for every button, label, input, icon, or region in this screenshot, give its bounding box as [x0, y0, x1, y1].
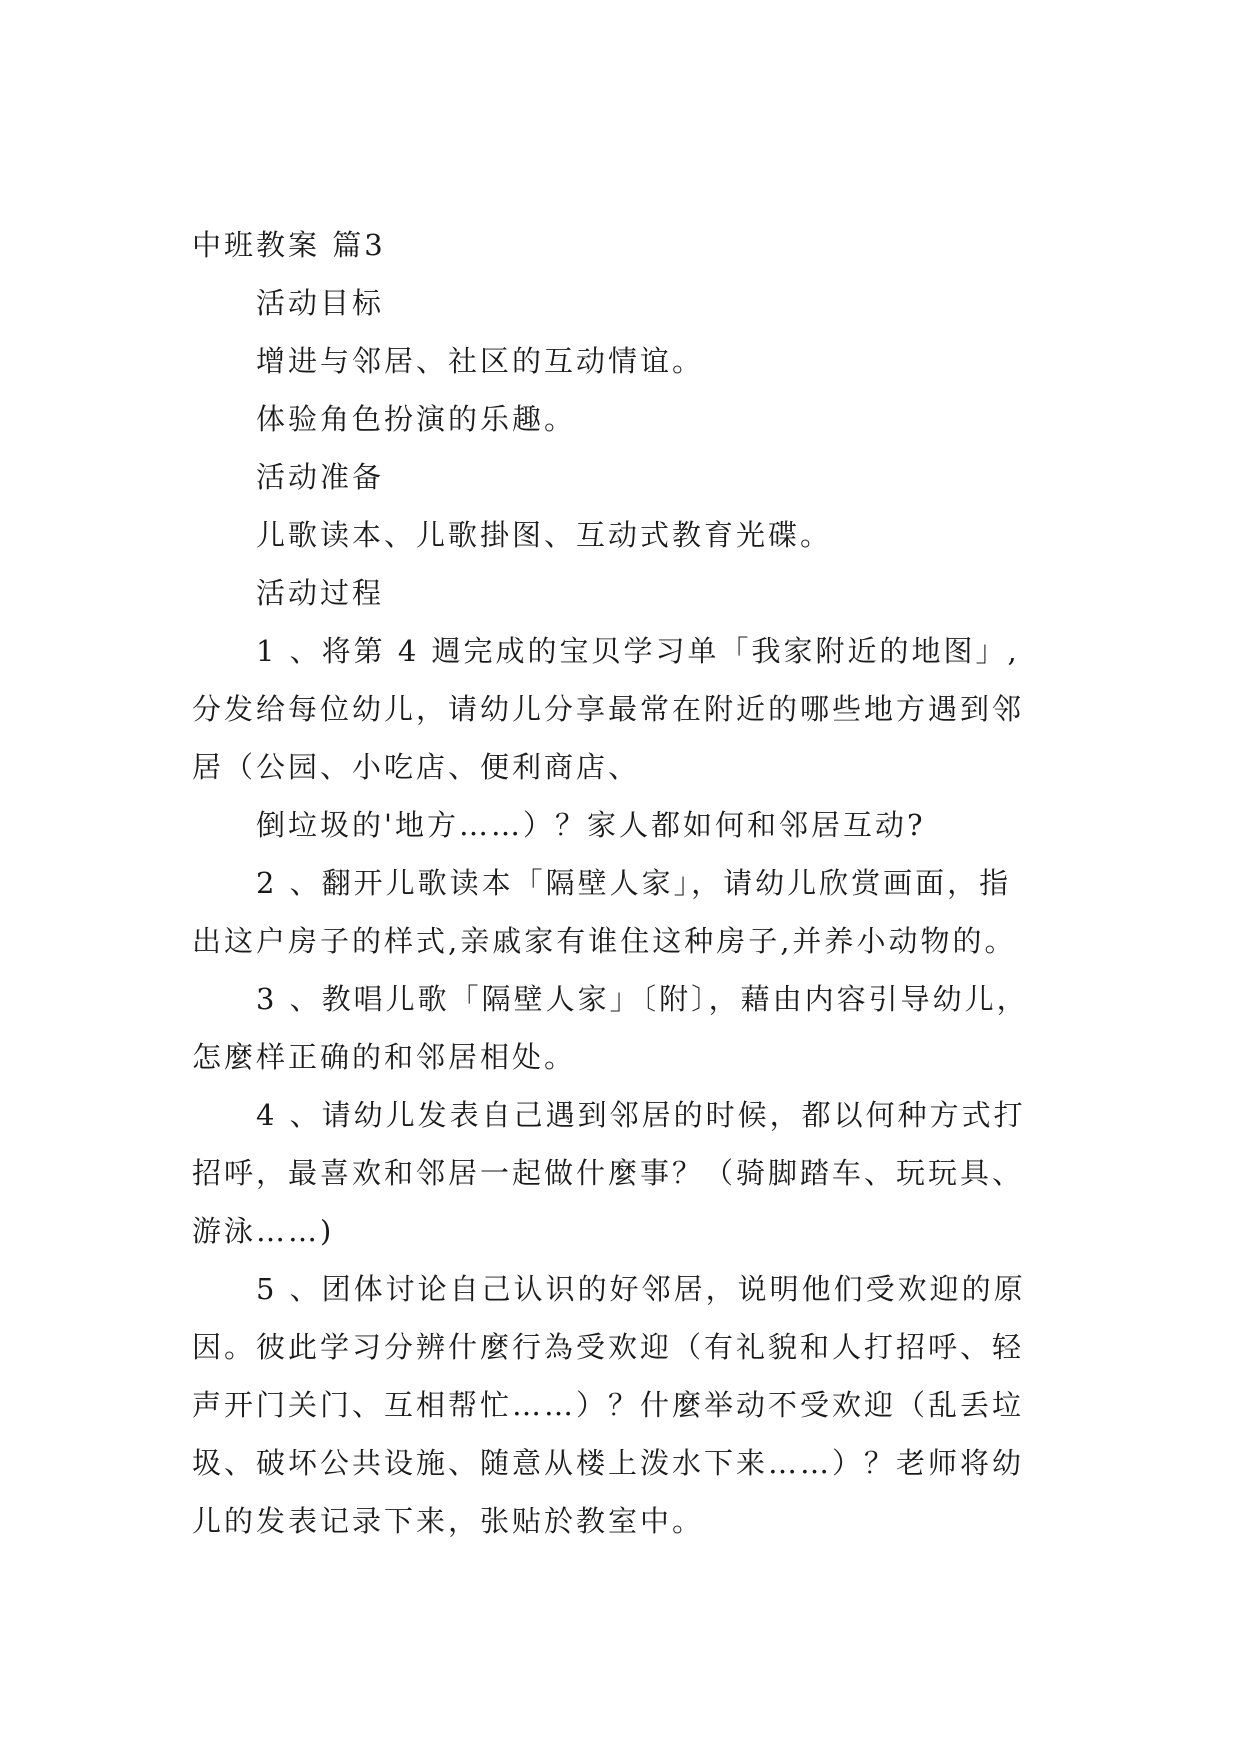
document-title: 中班教案 篇3	[192, 228, 386, 262]
paragraph-line: 体验角色扮演的乐趣。	[256, 402, 577, 436]
paragraph-line: 儿歌读本、儿歌掛图、互动式教育光碟。	[256, 518, 833, 552]
heading-activity-process: 活动过程	[256, 576, 385, 610]
paragraph-line: 儿的发表记录下来，张贴於教室中。	[192, 1504, 705, 1538]
paragraph-line: 居（公园、小吃店、便利商店、	[192, 750, 641, 784]
paragraph-line: 倒垃圾的'地方……）？家人都如何和邻居互动?	[256, 808, 926, 842]
paragraph-line: 怎麼样正确的和邻居相处。	[192, 1040, 577, 1074]
paragraph-line: 3 、教唱儿歌「隔壁人家」〔附〕，藉由内容引导幼儿，	[256, 982, 1029, 1016]
heading-activity-preparation: 活动准备	[256, 460, 385, 494]
paragraph-line: 2 、翻开儿歌读本「隔壁人家」，请幼儿欣赏画面，指	[256, 866, 1012, 900]
paragraph-line: 游泳……)	[192, 1214, 335, 1248]
paragraph-line: 圾、破坏公共设施、随意从楼上泼水下来……）？老师将幼	[192, 1446, 1025, 1480]
paragraph-line: 声开门关门、互相帮忙……）？什麼举动不受欢迎（乱丢垃	[192, 1388, 1025, 1422]
paragraph-line: 5 、团体讨论自己认识的好邻居，说明他们受欢迎的原	[256, 1272, 1026, 1306]
paragraph-line: 分发给每位幼儿，请幼儿分享最常在附近的哪些地方遇到邻	[192, 692, 1025, 726]
paragraph-line: 出这户房子的样式,亲戚家有谁住这种房子,并养小动物的。	[192, 924, 1017, 958]
paragraph-line: 增进与邻居、社区的互动情谊。	[256, 344, 705, 378]
paragraph-line: 招呼，最喜欢和邻居一起做什麼事？（骑脚踏车、玩玩具、	[192, 1156, 1025, 1190]
heading-activity-goals: 活动目标	[256, 286, 385, 320]
paragraph-line: 4 、请幼儿发表自己遇到邻居的时候，都以何种方式打	[256, 1098, 1026, 1132]
paragraph-line: 1 、将第 4 週完成的宝贝学习单「我家附近的地图」,	[256, 634, 1020, 668]
paragraph-line: 因。彼此学习分辨什麼行為受欢迎（有礼貌和人打招呼、轻	[192, 1330, 1025, 1364]
